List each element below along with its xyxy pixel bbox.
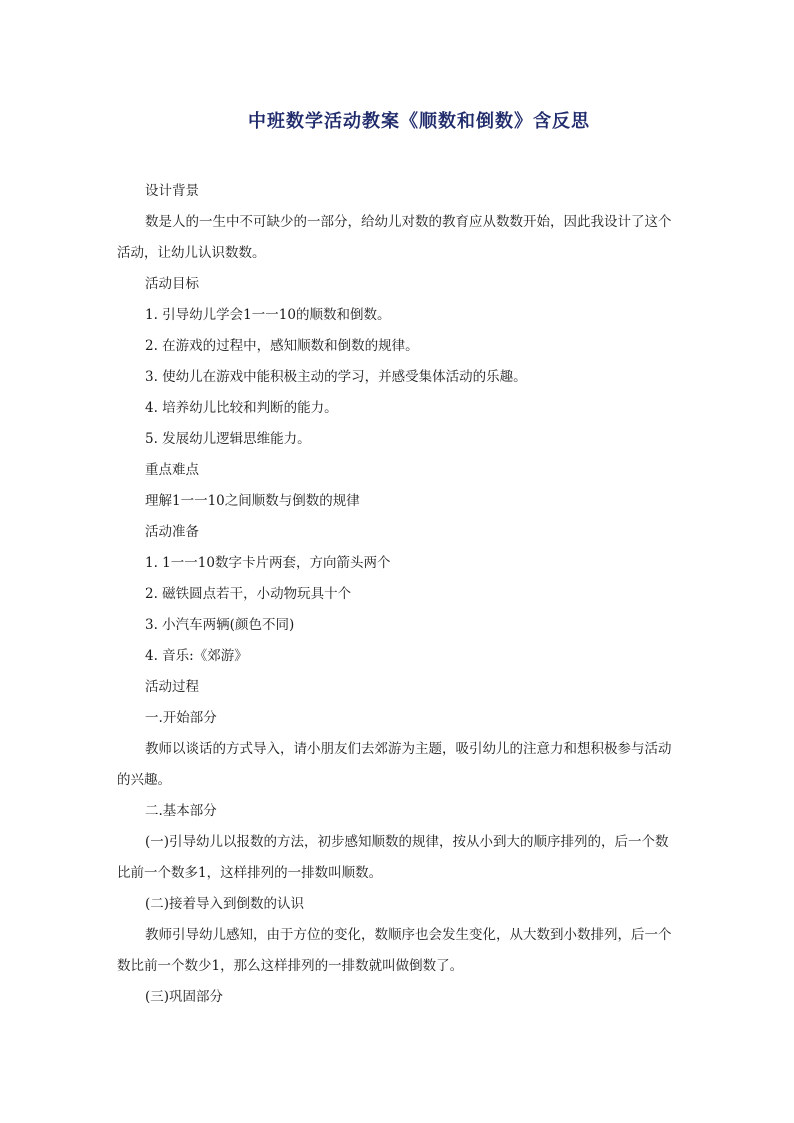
subheading-opening: 一.开始部分 (145, 710, 217, 726)
objective-item-2: 2. 在游戏的过程中，感知顺数和倒数的规律。 (145, 338, 419, 354)
objective-item-5: 5. 发展幼儿逻辑思维能力。 (145, 431, 311, 447)
section-heading-objectives: 活动目标 (145, 276, 199, 292)
paragraph-background: 数是人的一生中不可缺少的一部分，给幼儿对数的教育应从数数开始，因此我设计了这个活动，让幼儿认识数数。 (117, 214, 672, 261)
section-heading-process: 活动过程 (145, 679, 199, 695)
subheading-counting-backward: (二)接着导入到倒数的认识 (145, 896, 305, 912)
preparation-item-3: 3. 小汽车两辆(颜色不同) (145, 617, 295, 633)
key-points-text: 理解1一一10之间顺数与倒数的规律 (145, 493, 360, 509)
subheading-basic: 二.基本部分 (145, 803, 217, 819)
preparation-item-4: 4. 音乐:《郊游》 (145, 648, 248, 664)
objective-item-1: 1. 引导幼儿学会1一一10的顺数和倒数。 (145, 307, 391, 323)
paragraph-opening: 教师以谈话的方式导入，请小朋友们去郊游为主题，吸引幼儿的注意力和想积极参与活动的兴趣。 (117, 741, 672, 788)
document-title: 中班数学活动教案《顺数和倒数》含反思 (248, 111, 590, 132)
objective-item-3: 3. 使幼儿在游戏中能积极主动的学习，并感受集体活动的乐趣。 (145, 369, 527, 385)
preparation-item-2: 2. 磁铁圆点若干，小动物玩具十个 (145, 586, 352, 602)
subheading-consolidation: (三)巩固部分 (145, 989, 224, 1005)
paragraph-counting-backward: 教师引导幼儿感知，由于方位的变化，数顺序也会发生变化，从大数到小数排列，后一个数比前一个数少1，那么这样排列的一排数就叫做倒数了。 (117, 927, 672, 974)
section-heading-key-points: 重点难点 (145, 462, 199, 478)
section-heading-preparation: 活动准备 (145, 524, 199, 540)
document-body (117, 176, 680, 1013)
objective-item-4: 4. 培养幼儿比较和判断的能力。 (145, 400, 338, 416)
preparation-item-1: 1. 1一一10数字卡片两套，方向箭头两个 (145, 555, 391, 571)
section-heading-background: 设计背景 (145, 183, 199, 199)
paragraph-counting-forward: (一)引导幼儿以报数的方法，初步感知顺数的规律，按从小到大的顺序排列的，后一个数比前一个数多1，这样排列的一排数叫顺数。 (117, 834, 669, 881)
